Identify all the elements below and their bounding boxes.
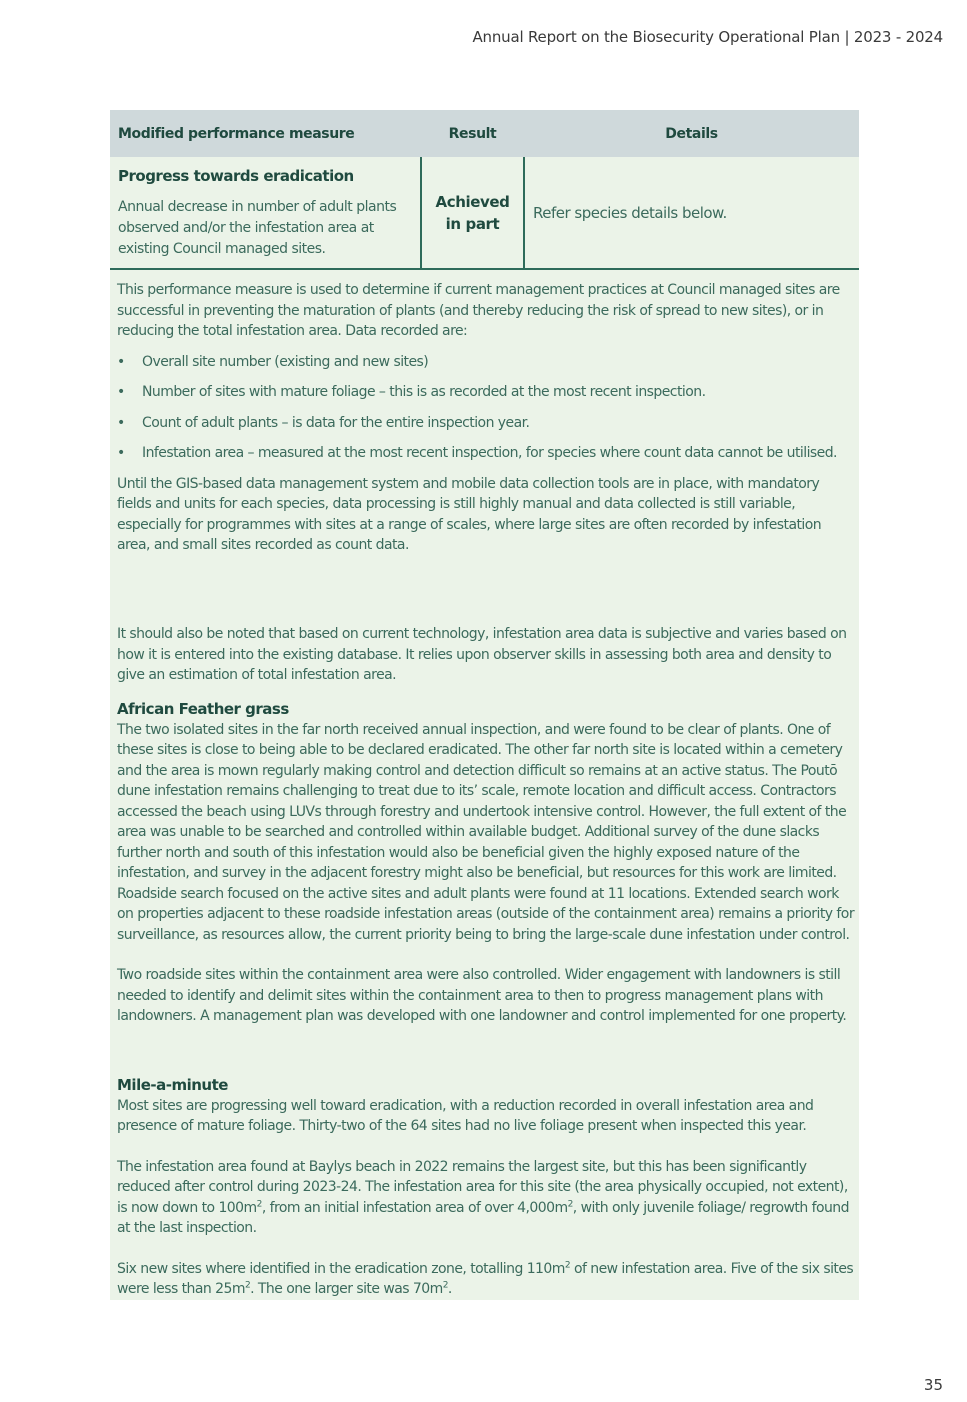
african-feather-grass-section [117, 699, 855, 1027]
measure-explanation [117, 280, 855, 556]
page-number: 35 [923, 1376, 943, 1394]
measure-cell [110, 157, 421, 269]
details-cell [524, 157, 859, 269]
header-result: Result [421, 110, 524, 157]
result-cell [421, 157, 524, 269]
technology-note [117, 624, 855, 686]
mile-paragraph-1: Most sites are progressing well toward eradication, with a reduction recorded in overall infestation area and presence of mature foliage. Thirty-two of the 64 sites had no live foliage present when inspected this year. [117, 1097, 814, 1134]
running-header: Annual Report on the Biosecurity Operational Plan | 2023 - 2024 [472, 28, 943, 46]
african-paragraph-1: The two isolated sites in the far north received annual inspection, and were found to be clear of plants. One of these sites is close to being able to be declared eradicated. The other far north site is located within a cemetery and the area is mown regularly making control and detection difficult so remains at an active status. The Poutō dune infestation remains challenging to treat due to its’ scale, remote location and difficult access. Contractors accessed the beach using LUVs through forestry and undertook intensive control. However, the full extent of the area was unable to be searched and controlled within available budget. Additional survey of the dune slacks further north and south of this infestation would also be beneficial given the highly exposed nature of the infestation, and survey in the adjacent forestry might also be beneficial, but resources for this work are limited. Roadside search focused on the active sites and adult plants were found at 11 locations. Extended search work on properties adjacent to these roadside infestation areas (outside of the containment area) remains a priority for surveillance, as resources allow, the current priority being to bring the large-scale dune infestation under control. [117, 721, 855, 943]
mile-a-minute-section [117, 1075, 855, 1300]
header-measure: Modified performance measure [110, 110, 421, 157]
technology-paragraph: It should also be noted that based on current technology, infestation area data is subjective and varies based on how it is entered into the existing database. It relies upon observer skills in assessing both area and density to give an estimation of total infestation area. [117, 626, 847, 683]
performance-measure-table [110, 110, 859, 270]
list-item: • Infestation area – measured at the most recent inspection, for species where count data cannot be utilised. [117, 443, 855, 464]
data-recorded-list [117, 352, 855, 464]
gis-paragraph: Until the GIS-based data management system and mobile data collection tools are in place, with mandatory fields and units for each species, data processing is still highly manual and data collected is still variable, especially for programmes with sites at a range of scales, where large sites are often recorded by infestation area, and small sites recorded as count data. [117, 475, 822, 553]
header-details: Details [524, 110, 859, 157]
list-item: • Count of adult plants – is data for the entire inspection year. [117, 413, 855, 434]
mile-paragraph-2: The infestation area found at Baylys beach in 2022 remains the largest site, but this has been significantly reduced after control during 2023-24. The infestation area for this site (the area physically occupied, not extent), is now down to $100m^2$, from an initial infestation area of over $4,000m^2$, with only juvenile foliage/ regrowth found at the last inspection. [117, 1158, 849, 1236]
measure-description: Annual decrease in number of adult plants observed and/or the infestation area at existing Council managed sites. [118, 199, 397, 257]
intro-paragraph: This performance measure is used to determine if current management practices at Council managed sites are successful in preventing the maturation of plants (and thereby reducing the risk of spread to new sites), or in reducing the total infestation area. Data recorded are: [117, 282, 840, 339]
list-item: • Overall site number (existing and new sites) [117, 352, 855, 373]
section-heading: African Feather grass [117, 700, 289, 718]
african-paragraph-2: Two roadside sites within the containment area were also controlled. Wider engagement with landowners is still needed to identify and delimit sites within the containment area to then to progress management plans with landowners. A management plan was developed with one landowner and control implemented for one property. [117, 967, 847, 1024]
content-panel [110, 110, 859, 1300]
details-value: Refer species details below. [533, 203, 727, 222]
measure-title: Progress towards eradication [118, 167, 354, 185]
result-value: Achieved in part [435, 192, 510, 233]
table-row [110, 157, 859, 269]
table-header-row [110, 110, 859, 157]
mile-paragraph-3: Six new sites where identified in the eradication zone, totalling $110m^2$ of new infestation area. Five of the six sites were less than $25m^2$. The one larger site was $70m^2$. [117, 1259, 854, 1297]
list-item: • Number of sites with mature foliage – this is as recorded at the most recent inspection. [117, 382, 855, 403]
section-heading: Mile-a-minute [117, 1076, 228, 1094]
